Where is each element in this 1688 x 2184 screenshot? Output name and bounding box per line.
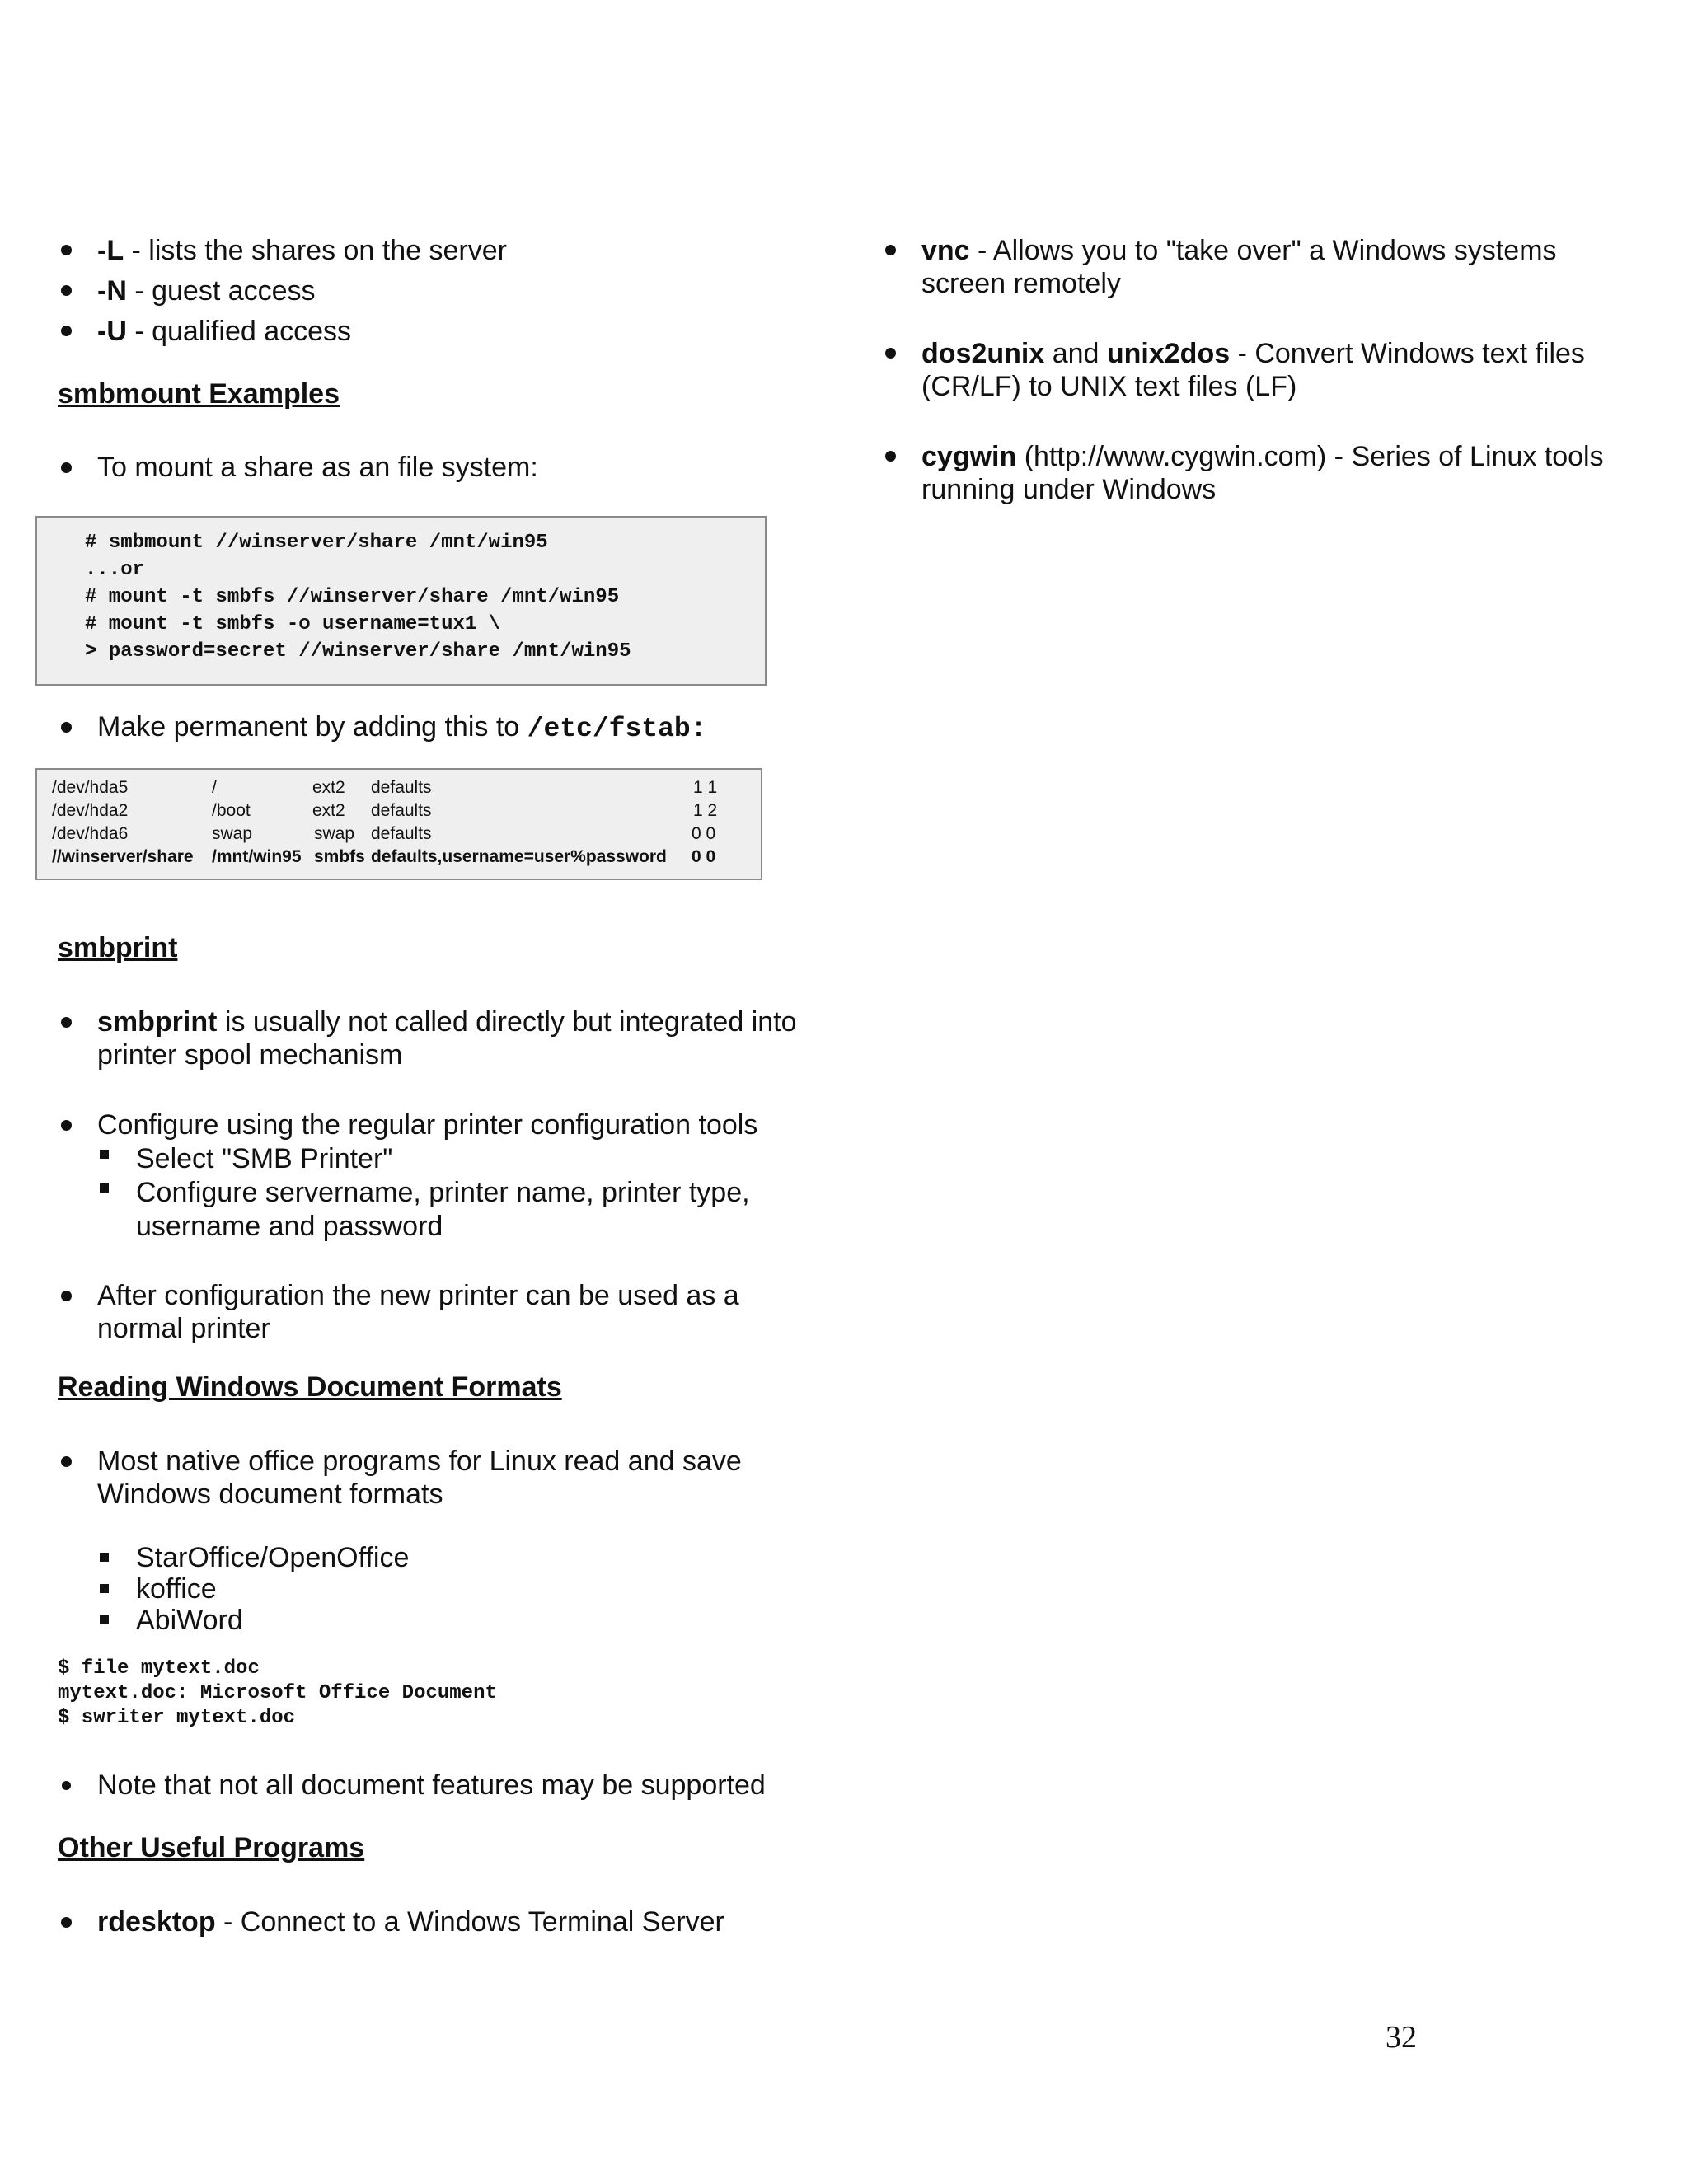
fstab-numbers: 1 1 [693, 778, 718, 797]
bullet-icon [62, 1781, 71, 1790]
option-flag: -L [97, 235, 124, 266]
after-config-bullet-text-line2: normal printer [97, 1313, 270, 1344]
dos2unix-bullet-text: dos2unix and unix2dos - Convert Windows text files [921, 338, 1585, 369]
bullet-icon [885, 245, 896, 255]
bullet-icon [885, 451, 896, 462]
bullet-icon [61, 1917, 72, 1928]
fstab-fstype: smbfs [314, 847, 365, 866]
list-item: koffice [136, 1573, 217, 1605]
smbprint-heading: smbprint [58, 932, 178, 963]
fstab-options: defaults [371, 801, 432, 820]
option-flag: -N [97, 275, 127, 307]
code-line: $ swriter mytext.doc [58, 1707, 296, 1729]
bullet-icon [61, 326, 72, 336]
bullet-icon [61, 1291, 72, 1301]
smbmount-heading: smbmount Examples [58, 378, 340, 410]
dos2unix-bullet-text-line2: (CR/LF) to UNIX text files (LF) [921, 371, 1297, 402]
fstab-fstype: ext2 [312, 778, 345, 797]
fstab-mountpoint: swap [212, 824, 253, 843]
code-line: # mount -t smbfs -o username=tux1 \ [85, 613, 501, 635]
mount-bullet-text: To mount a share as an file system: [97, 452, 538, 483]
fstab-options: defaults [371, 778, 432, 797]
fstab-row [52, 846, 753, 869]
bullet-icon [61, 722, 72, 733]
fstab-numbers: 0 0 [692, 847, 716, 866]
note-text: Note that not all document features may be supported [97, 1769, 766, 1801]
permanent-bullet-text: Make permanent by adding this to /etc/fstab: [97, 711, 707, 744]
reading-heading: Reading Windows Document Formats [58, 1371, 562, 1403]
square-bullet-icon [100, 1150, 109, 1159]
vnc-bullet-text-line2: screen remotely [921, 268, 1121, 299]
code-line: # smbmount //winserver/share /mnt/win95 [85, 532, 548, 554]
fstab-fstype: swap [314, 824, 355, 843]
option-desc: - qualified access [126, 316, 352, 347]
option-desc: - lists the shares on the server [124, 235, 507, 266]
bullet-icon [61, 1017, 72, 1028]
square-bullet-icon [100, 1183, 109, 1193]
rdesktop-bullet-text: rdesktop - Connect to a Windows Terminal Server [97, 1906, 724, 1938]
sub-bullet-text-line2: username and password [136, 1211, 443, 1242]
vnc-bullet-text: vnc - Allows you to "take over" a Windows systems [921, 235, 1557, 266]
fstab-options: defaults,username=user%password [371, 847, 667, 866]
bullet-icon [61, 462, 72, 473]
fstab-row [52, 799, 753, 823]
smbprint-bullet-text: smbprint is usually not called directly but integrated into [97, 1006, 797, 1038]
code-line: mytext.doc: Microsoft Office Document [58, 1682, 497, 1704]
fstab-options: defaults [371, 824, 432, 843]
cygwin-bullet-text: cygwin (http://www.cygwin.com) - Series of Linux tools [921, 441, 1604, 472]
reading-bullet-text-line2: Windows document formats [97, 1479, 443, 1510]
bullet-icon [885, 348, 896, 359]
fstab-mountpoint: / [212, 778, 217, 797]
list-item: AbiWord [136, 1605, 243, 1636]
code-line: > password=secret //winserver/share /mnt/win95 [85, 640, 631, 663]
square-bullet-icon [100, 1553, 109, 1562]
reading-bullet-text: Most native office programs for Linux read and save [97, 1446, 742, 1477]
fstab-device: /dev/hda5 [52, 778, 129, 797]
code-line: ...or [85, 559, 145, 581]
cygwin-bullet-text-line2: running under Windows [921, 474, 1217, 505]
fstab-device: /dev/hda6 [52, 824, 129, 843]
fstab-numbers: 1 2 [693, 801, 718, 820]
fstab-mountpoint: /mnt/win95 [212, 847, 302, 866]
bullet-icon [61, 245, 72, 255]
fstab-mountpoint: /boot [212, 801, 251, 820]
code-line: # mount -t smbfs //winserver/share /mnt/win95 [85, 586, 620, 608]
square-bullet-icon [100, 1615, 109, 1624]
option-desc: - guest access [126, 275, 316, 307]
mount-code-box [35, 516, 767, 686]
code-line: $ file mytext.doc [58, 1657, 260, 1680]
bullet-icon [61, 285, 72, 296]
bullet-icon [61, 1120, 72, 1131]
sub-bullet-text: Configure servername, printer name, printer type, [136, 1177, 750, 1208]
other-programs-heading: Other Useful Programs [58, 1832, 365, 1863]
fstab-numbers: 0 0 [692, 824, 716, 843]
fstab-device: //winserver/share [52, 847, 194, 866]
fstab-row [52, 823, 753, 846]
smbprint-bullet-text-line2: printer spool mechanism [97, 1039, 403, 1071]
after-config-bullet-text: After configuration the new printer can be used as a [97, 1280, 739, 1311]
list-item: StarOffice/OpenOffice [136, 1542, 410, 1573]
bullet-icon [61, 1456, 72, 1467]
fstab-device: /dev/hda2 [52, 801, 129, 820]
fstab-row [52, 776, 753, 799]
fstab-path: /etc/fstab: [527, 714, 707, 744]
configure-bullet-text: Configure using the regular printer configuration tools [97, 1109, 758, 1141]
option-flag: -U [97, 316, 127, 347]
sub-bullet-text: Select "SMB Printer" [136, 1143, 393, 1174]
square-bullet-icon [100, 1584, 109, 1593]
fstab-fstype: ext2 [312, 801, 345, 820]
page-number: 32 [1386, 2020, 1417, 2055]
fstab-box [35, 768, 762, 880]
